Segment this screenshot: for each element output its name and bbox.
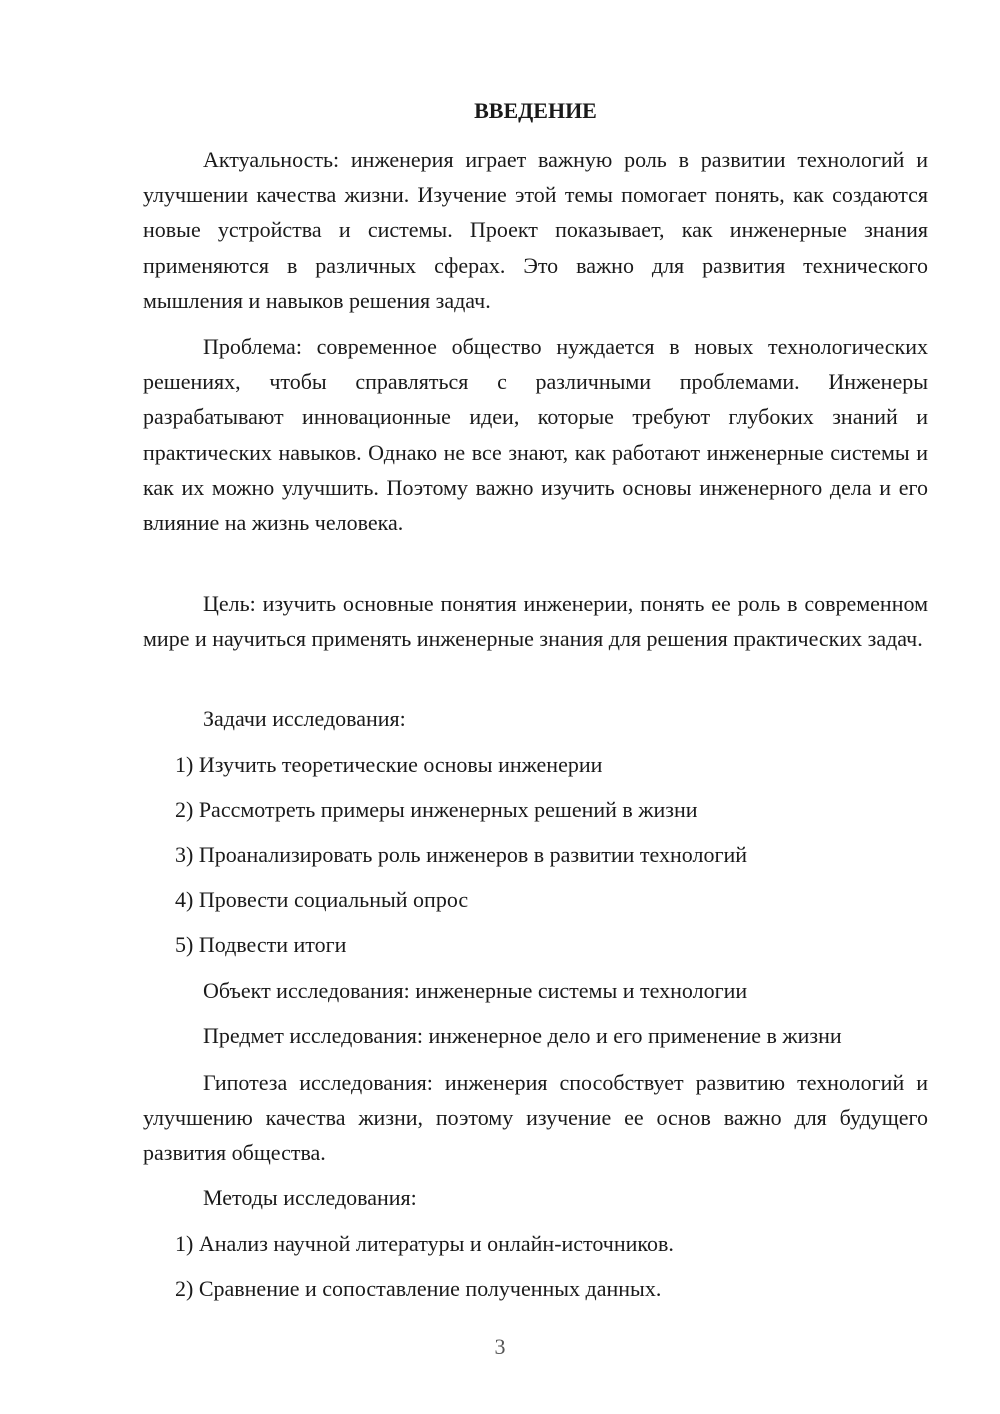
research-object: Объект исследования: инженерные системы и технологии [203, 978, 748, 1003]
method-item: 1) Анализ научной литературы и онлайн-источников. [175, 1231, 674, 1256]
method-item: 2) Сравнение и сопоставление полученных данных. [175, 1276, 662, 1301]
methods-heading: Методы исследования: [203, 1185, 417, 1210]
task-item: 4) Провести социальный опрос [175, 887, 469, 912]
task-item: 1) Изучить теоретические основы инженерии [175, 752, 603, 777]
task-item: 5) Подвести итоги [175, 932, 347, 957]
paragraph-problem: Проблема: современное общество нуждается в новых технологических решениях, чтобы справляться с различными проблемами. Инженеры разрабатывают инновационные идеи, которые требуют глубоких знаний и практических навыков. Однако не все знают, как работают инженерные системы и как их можно улучшить. Поэтому важно изучить основы инженерного дела и его влияние на жизнь человека. [143, 334, 928, 536]
paragraph-hypothesis: Гипотеза исследования: инженерия способствует развитию технологий и улучшению качества жизни, поэтому изучение ее основ важно для будущего развития общества. [143, 1070, 928, 1166]
task-item: 2) Рассмотреть примеры инженерных решений в жизни [175, 797, 698, 822]
paragraph-goal: Цель: изучить основные понятия инженерии, понять ее роль в современном мире и научиться применять инженерные знания для решения практических задач. [143, 591, 928, 652]
task-item: 3) Проанализировать роль инженеров в развитии технологий [175, 842, 748, 867]
paragraph-relevance: Актуальность: инженерия играет важную роль в развитии технологий и улучшении качества жизни. Изучение этой темы помогает понять, как создаются новые устройства и системы. Проект показывает, как инженерные знания применяются в различных сферах. Это важно для развития технического мышления и навыков решения задач. [143, 147, 928, 313]
research-subject: Предмет исследования: инженерное дело и его применение в жизни [203, 1023, 842, 1048]
page-title: ВВЕДЕНИЕ [474, 98, 597, 123]
tasks-heading: Задачи исследования: [203, 706, 406, 731]
page-number: 3 [494, 1334, 506, 1359]
